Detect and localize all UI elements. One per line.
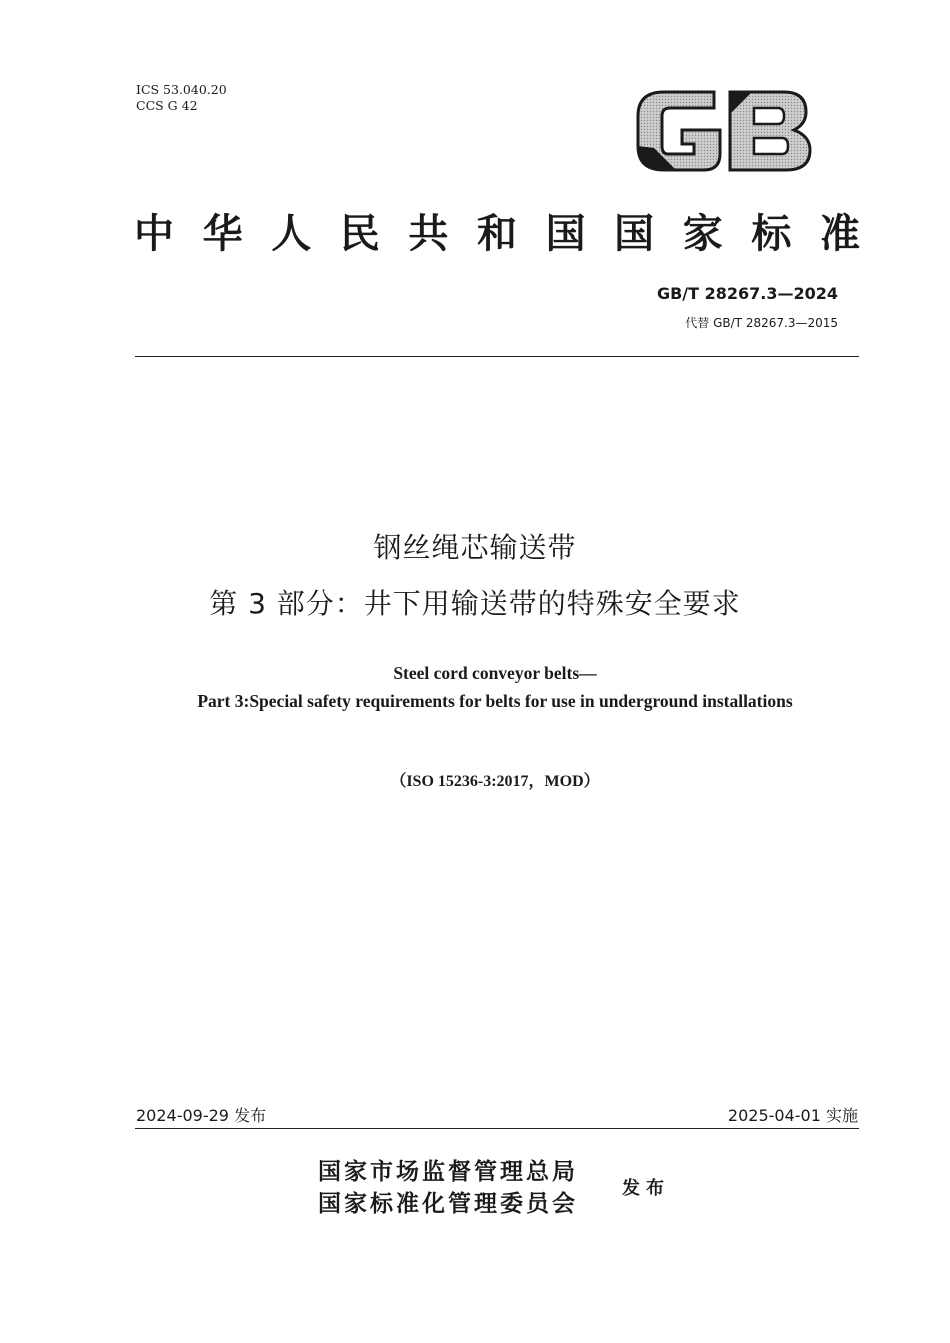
chinese-title-line-1: 钢丝绳芯输送带 — [373, 531, 577, 564]
replaced-standard: 代替 GB/T 28267.3—2015 — [685, 316, 838, 330]
main-title-char: 华 — [202, 210, 243, 257]
main-title-char: 标 — [751, 210, 792, 257]
main-title-char: 国 — [545, 210, 586, 257]
main-title-char: 准 — [819, 210, 860, 257]
main-title-char: 国 — [614, 210, 655, 257]
iso-reference: （ISO 15236-3:2017，MOD） — [390, 773, 600, 790]
main-title — [134, 206, 860, 262]
issue-date: 2024-09-29 发布 — [136, 1106, 267, 1125]
ccs-code: CCS G 42 — [136, 98, 198, 113]
main-title-char: 中 — [134, 210, 174, 257]
standard-number: GB/T 28267.3—2024 — [656, 284, 838, 303]
top-divider — [135, 356, 859, 357]
ics-code: ICS 53.040.20 — [136, 82, 227, 97]
english-title-line-1: Steel cord conveyor belts— — [393, 663, 597, 683]
main-title-char: 共 — [408, 210, 449, 257]
issuer-sac: 国家标准化管理委员会 — [318, 1190, 578, 1217]
english-title-line-2: Part 3:Special safety requirements for belts for use in underground installations — [197, 691, 793, 711]
bottom-divider — [135, 1128, 859, 1129]
main-title-char: 人 — [271, 210, 312, 257]
chinese-title-line-2: 第 3 部分：井下用输送带的特殊安全要求 — [209, 587, 741, 620]
issuing-authorities — [318, 1156, 578, 1220]
implementation-date: 2025-04-01 实施 — [727, 1106, 858, 1125]
classification-codes — [136, 82, 227, 114]
main-title-char: 民 — [339, 210, 380, 257]
main-title-char: 家 — [682, 210, 723, 257]
publish-label: 发布 — [622, 1178, 670, 1199]
main-title-char: 和 — [476, 210, 517, 257]
issuer-samr: 国家市场监督管理总局 — [318, 1158, 578, 1185]
gb-logo-icon — [634, 86, 814, 176]
